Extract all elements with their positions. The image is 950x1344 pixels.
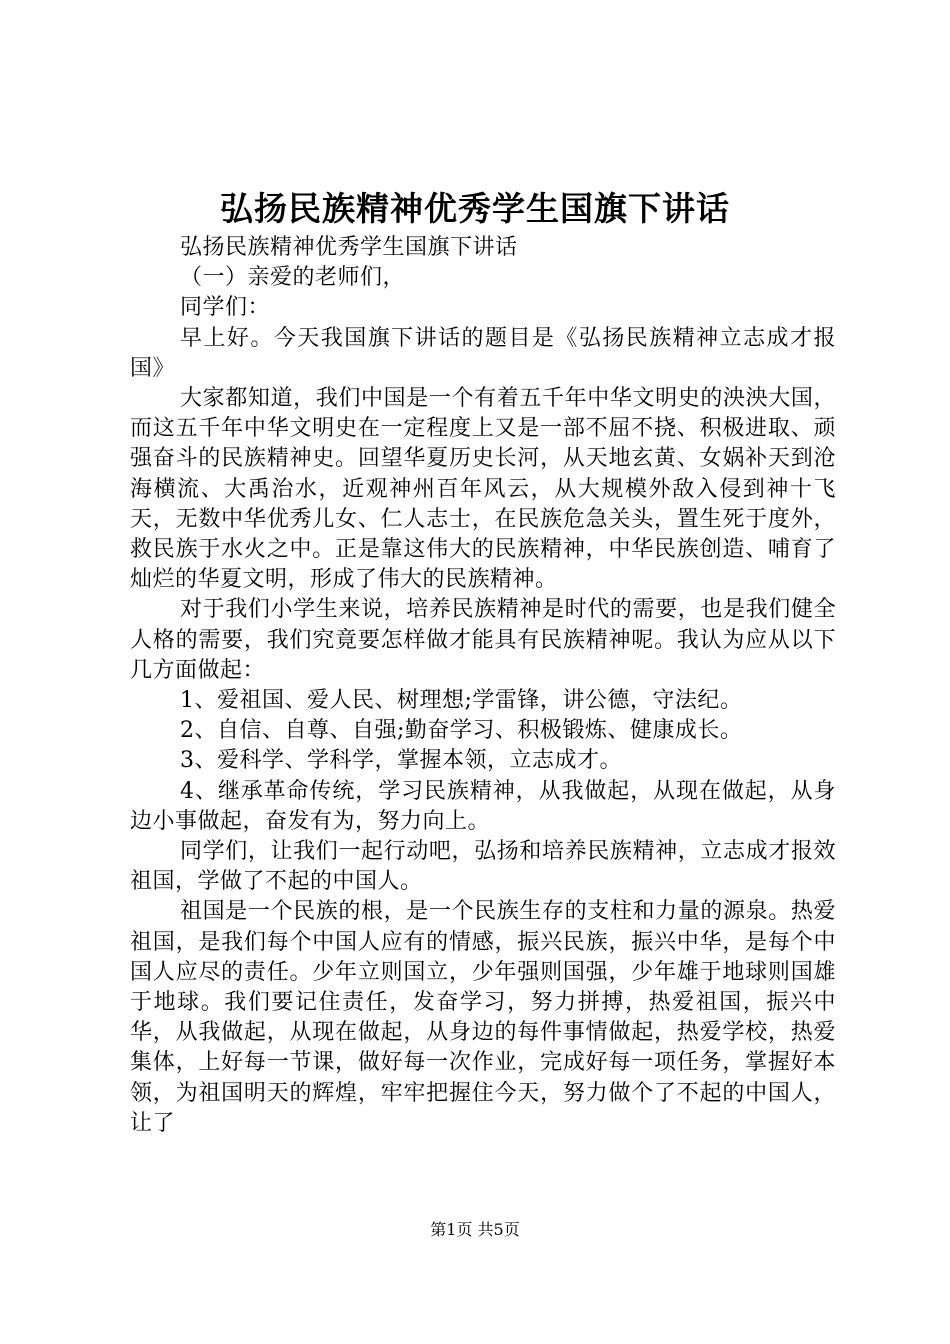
paragraph: 对于我们小学生来说，培养民族精神是时代的需要，也是我们健全人格的需要，我们究竟要怎样做才能具有民族精神呢。我认为应从以下几方面做起：	[130, 597, 836, 683]
list-item: 3、爱科学、学科学，掌握本领，立志成才。	[180, 748, 622, 774]
paragraph: 早上好。今天我国旗下讲话的题目是《弘扬民族精神立志成才报国》	[130, 325, 836, 381]
list-item: 4、继承革命传统，学习民族精神，从我做起，从现在做起，从身边小事做起，奋发有为，努力向上。	[130, 778, 836, 834]
list-item: 1、爱祖国、爱人民、树理想;学雷锋，讲公德，守法纪。	[180, 688, 743, 714]
paragraph: 同学们：	[180, 295, 271, 321]
paragraph: 弘扬民族精神优秀学生国旗下讲话	[180, 235, 518, 260]
list-item: 2、自信、自尊、自强;勤奋学习、积极锻炼、健康成长。	[180, 718, 743, 744]
paragraph: 祖国是一个民族的根，是一个民族生存的支柱和力量的源泉。热爱祖国，是我们每个中国人应有的情感，振兴民族，振兴中华，是每个中国人应尽的责任。少年立则国立，少年强则国强，少年雄于地球则国雄于地球。我们要记住责任，发奋学习，努力拼搏，热爱祖国，振兴中华，从我做起，从现在做起，从身边的每件事情做起，热爱学校，热爱集体，上好每一节课，做好每一次作业，完成好每一项任务，掌握好本领，为祖国明天的辉煌，牢牢把握住今天，努力做个了不起的中国人，让了	[130, 899, 836, 1136]
page-footer: 第1页 共5页	[430, 1220, 520, 1239]
paragraph: 大家都知道，我们中国是一个有着五千年中华文明史的泱泱大国，而这五千年中华文明史在一定程度上又是一部不屈不挠、积极进取、顽强奋斗的民族精神史。回望华夏历史长河，从天地玄黄、女娲补天到沧海横流、大禹治水，近观神州百年风云，从大规模外敌入侵到神十飞天，无数中华优秀儿女、仁人志士，在民族危急关头，置生死于度外，救民族于水火之中。正是靠这伟大的民族精神，中华民族创造、哺育了灿烂的华夏文明，形成了伟大的民族精神。	[130, 386, 836, 593]
document-body	[130, 233, 836, 1139]
paragraph: （一）亲爱的老师们，	[180, 265, 406, 291]
paragraph: 同学们，让我们一起行动吧，弘扬和培养民族精神，立志成才报效祖国，学做了不起的中国人。	[130, 839, 836, 895]
document-title: 弘扬民族精神优秀学生国旗下讲话	[220, 189, 730, 228]
